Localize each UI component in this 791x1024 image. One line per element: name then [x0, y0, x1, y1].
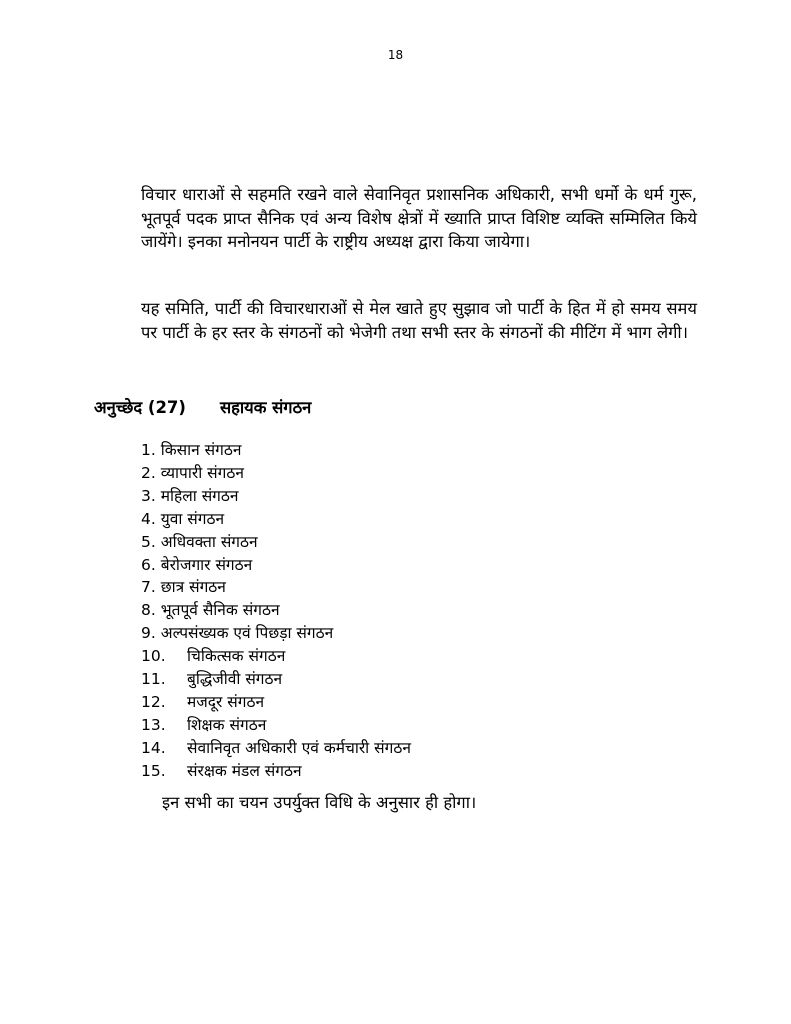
list-item — [141, 714, 411, 737]
list-item — [141, 462, 411, 485]
list-item — [141, 645, 411, 668]
list-item-label: छात्र संगठन — [160, 578, 226, 597]
list-item-number: 2. — [141, 463, 156, 482]
list-item-number: 13. — [141, 715, 166, 734]
list-item — [141, 737, 411, 760]
paragraph-committee-role: यह समिति, पार्टी की विचारधाराओं से मेल खाते हुए सुझाव जो पार्टी के हित में हो समय समय पर पार्टी के हर स्तर के संगठनों को भेजेगी तथा सभी स्तर के संगठनों की मीटिंग में भाग लेगी। — [141, 299, 697, 342]
list-item — [141, 691, 411, 714]
list-item — [141, 760, 411, 783]
list-item-label: अल्पसंख्यक एवं पिछड़ा संगठन — [160, 624, 334, 643]
list-item-label: किसान संगठन — [160, 441, 242, 459]
list-item-label: व्यापारी संगठन — [160, 463, 244, 482]
list-item-label: अधिवक्ता संगठन — [160, 532, 258, 551]
list-item-label: सेवानिवृत अधिकारी एवं कर्मचारी संगठन — [187, 738, 411, 757]
list-item-number: 5. — [141, 532, 156, 551]
list-item — [141, 439, 411, 462]
list-item-number: 8. — [141, 601, 156, 620]
page-number: 18 — [387, 48, 404, 62]
closing-note: इन सभी का चयन उपर्युक्त विधि के अनुसार ही होगा। — [162, 793, 477, 812]
article-number: अनुच्छेद (27) — [94, 398, 186, 417]
list-item-number: 12. — [141, 692, 166, 711]
list-item-label: मजदूर संगठन — [187, 692, 265, 711]
list-item — [141, 531, 411, 554]
list-item-number: 1. — [141, 441, 156, 459]
list-item-label: भूतपूर्व सैनिक संगठन — [160, 601, 280, 620]
list-item-label: महिला संगठन — [160, 486, 239, 505]
list-item-number: 10. — [141, 647, 166, 666]
paragraph-advisory-members: विचार धाराओं से सहमति रखने वाले सेवानिवृत प्रशासनिक अधिकारी, सभी धर्मो के धर्म गुरू, भूतपूर्व पदक प्राप्त सैनिक एवं अन्य विशेष क्षेत्रों में ख्याति प्राप्त विशिष्ट व्यक्ति सम्मिलित किये जायेंगे। इनका मनोनयन पार्टी के राष्ट्रीय अध्यक्ष द्वारा किया जायेगा। — [141, 185, 697, 251]
list-item-number: 6. — [141, 555, 156, 574]
list-item-number: 4. — [141, 509, 156, 528]
list-item-number: 3. — [141, 486, 156, 505]
list-item-number: 14. — [141, 738, 166, 757]
list-item — [141, 508, 411, 531]
list-item — [141, 576, 411, 599]
list-item-label: बुद्धिजीवी संगठन — [187, 670, 283, 689]
article-title: सहायक संगठन — [219, 398, 312, 417]
organization-list — [141, 439, 411, 783]
list-item-number: 15. — [141, 761, 166, 780]
list-item-label: संरक्षक मंडल संगठन — [187, 761, 302, 780]
list-item — [141, 622, 411, 645]
list-item-number: 9. — [141, 624, 156, 643]
list-item-label: युवा संगठन — [160, 509, 225, 528]
list-item-number: 11. — [141, 670, 166, 689]
list-item — [141, 599, 411, 622]
article-heading — [94, 395, 311, 418]
list-item-number: 7. — [141, 578, 156, 597]
list-item — [141, 485, 411, 508]
list-item — [141, 668, 411, 691]
list-item — [141, 554, 411, 577]
list-item-label: बेरोजगार संगठन — [160, 555, 253, 574]
list-item-label: चिकित्सक संगठन — [187, 647, 286, 666]
list-item-label: शिक्षक संगठन — [187, 715, 267, 734]
